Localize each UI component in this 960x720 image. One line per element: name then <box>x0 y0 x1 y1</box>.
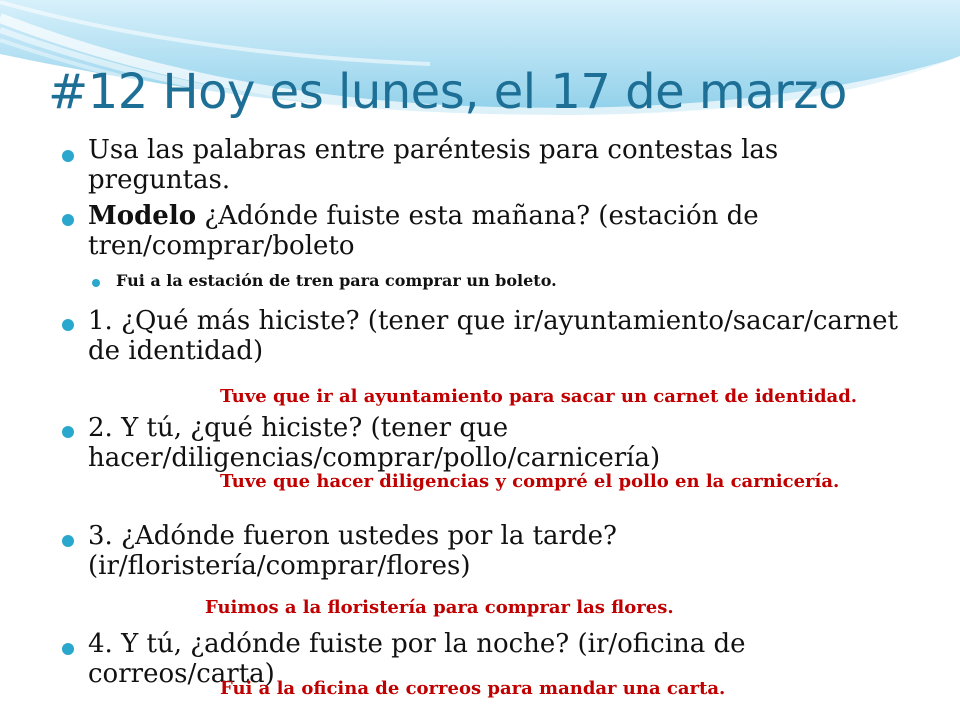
answer-1: Tuve que ir al ayuntamiento para sacar un carnet de identidad. <box>220 386 858 407</box>
model-bullet <box>88 202 908 262</box>
model-answer: Fui a la estación de tren para comprar un boleto. <box>116 271 557 290</box>
model-label: Modelo <box>88 201 197 231</box>
bullet-5 <box>62 535 74 547</box>
answer-2: Tuve que hacer diligencias y compré el pollo en la carnicería. <box>220 471 840 492</box>
bullet-3 <box>62 319 74 331</box>
question-3: 3. ¿Adónde fueron ustedes por la tarde? (ir/floristería/comprar/flores) <box>88 521 617 581</box>
bullet-0 <box>62 150 74 162</box>
model-question: ¿Adónde fuiste esta mañana? (estación de tren/comprar/boleto <box>88 201 759 261</box>
bullet-6 <box>62 643 74 655</box>
question-1: 1. ¿Qué más hiciste? (tener que ir/ayuntamiento/sacar/carnet de identidad) <box>88 306 898 366</box>
bullet-1 <box>62 214 74 226</box>
answer-4: Fui a la oficina de correos para mandar una carta. <box>220 678 726 699</box>
question-4: 4. Y tú, ¿adónde fuiste por la noche? (ir/oficina de correos/carta) <box>88 629 746 689</box>
answer-3: Fuimos a la floristería para comprar las flores. <box>205 597 674 618</box>
question-2: 2. Y tú, ¿qué hiciste? (tener que hacer/diligencias/comprar/pollo/carnicería) <box>88 413 661 473</box>
bullet-4 <box>62 426 74 438</box>
instruction-bullet: Usa las palabras entre paréntesis para contestas las preguntas. <box>88 135 779 195</box>
slide-title: #12 Hoy es lunes, el 17 de marzo <box>48 64 847 120</box>
bullet-2 <box>92 279 100 287</box>
